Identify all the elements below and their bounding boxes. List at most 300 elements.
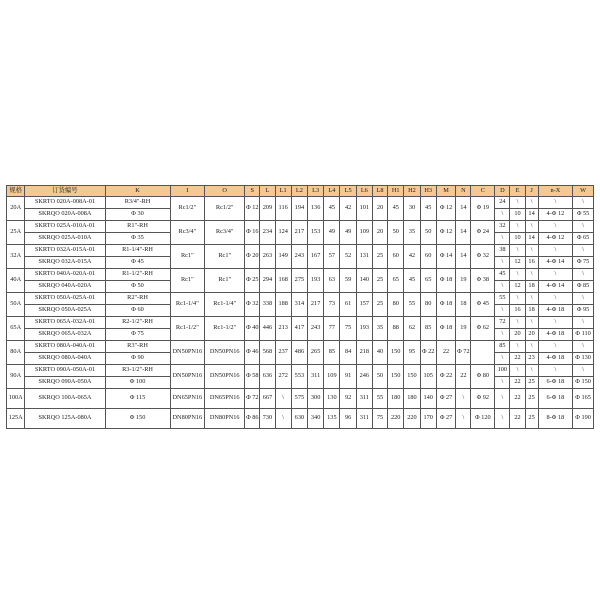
table-cell: 263 (260, 245, 275, 269)
table-cell: Φ 150 (573, 377, 594, 389)
table-cell: 153 (308, 221, 324, 245)
table-cell: R3/4"-RH (105, 197, 170, 209)
table-row (7, 365, 594, 377)
table-cell: Φ 80 (471, 365, 495, 389)
table-cell: 32 (495, 221, 510, 233)
table-cell: 125A (7, 409, 25, 429)
table-cell: Φ 45 (105, 257, 170, 269)
table-cell: 180 (404, 389, 420, 409)
table-cell: 25 (372, 293, 387, 317)
table-cell: \ (495, 409, 510, 429)
table-cell: 4-Φ 18 (538, 329, 573, 341)
table-cell: R2-1/2"-RH (105, 317, 170, 329)
table-cell: Φ 14 (436, 245, 455, 269)
table-cell: SKRQO 080A-040A (25, 353, 105, 365)
table-cell: 667 (260, 389, 275, 409)
table-cell: 6-Φ 18 (538, 377, 573, 389)
table-cell: 19 (456, 269, 471, 293)
table-cell: 55 (372, 389, 387, 409)
table-cell: 63 (324, 269, 340, 293)
table-cell: 20 (372, 221, 387, 245)
table-cell: 140 (420, 389, 436, 409)
table-cell: 12 (510, 257, 525, 269)
table-cell: 340 (308, 409, 324, 429)
table-cell: 446 (260, 317, 275, 341)
table-cell: Φ 86 (245, 409, 260, 429)
table-cell: 62 (404, 317, 420, 341)
table-cell: 42 (340, 197, 356, 221)
table-cell: Rc1" (170, 269, 205, 293)
table-cell: 131 (356, 245, 372, 269)
table-cell: 16 (510, 305, 525, 317)
table-cell: 75 (372, 409, 387, 429)
table-cell: 35 (372, 317, 387, 341)
table-cell: \ (495, 329, 510, 341)
table-cell: 60 (388, 245, 404, 269)
table-cell: 101 (356, 197, 372, 221)
table-cell: R3"-RH (105, 341, 170, 353)
table-cell: 220 (388, 409, 404, 429)
table-cell: Φ 130 (573, 353, 594, 365)
column-header: D (495, 186, 510, 197)
table-row (7, 389, 594, 409)
table-cell: 136 (308, 197, 324, 221)
column-header: L2 (291, 186, 307, 197)
table-cell: \ (510, 293, 525, 305)
table-cell: 150 (388, 365, 404, 389)
table-cell: 568 (260, 341, 275, 365)
table-cell: SKRTO 050A-025A-01 (25, 293, 105, 305)
table-cell: 25A (7, 221, 25, 245)
column-header: 订货编号 (25, 186, 105, 197)
table-cell: 45 (495, 269, 510, 281)
table-cell: Φ 110 (573, 329, 594, 341)
table-cell: 149 (275, 245, 291, 269)
table-cell: 188 (275, 293, 291, 317)
table-cell: 157 (356, 293, 372, 317)
table-cell: 130 (324, 389, 340, 409)
table-cell: 23 (525, 353, 538, 365)
column-header: L8 (372, 186, 387, 197)
table-cell: 275 (291, 269, 307, 293)
table-cell: 22 (510, 353, 525, 365)
table-cell: 25 (525, 389, 538, 409)
table-cell: 60 (420, 245, 436, 269)
table-cell: 61 (340, 293, 356, 317)
column-header: L4 (324, 186, 340, 197)
table-cell: 40 (372, 341, 387, 365)
table-cell: 4-Φ 18 (538, 305, 573, 317)
column-header: C (471, 186, 495, 197)
table-cell: Φ 50 (105, 281, 170, 293)
table-cell: 77 (324, 317, 340, 341)
table-cell: 234 (260, 221, 275, 245)
table-cell: R2"-RH (105, 293, 170, 305)
table-cell: 25 (525, 409, 538, 429)
table-cell: Φ 12 (436, 197, 455, 221)
table-cell: 50A (7, 293, 25, 317)
table-cell: \ (510, 197, 525, 209)
table-cell: \ (525, 197, 538, 209)
table-row (7, 269, 594, 281)
table-cell: 209 (260, 197, 275, 221)
table-cell: 25 (372, 269, 387, 293)
column-header: J (525, 186, 538, 197)
table-cell: \ (456, 389, 471, 409)
table-cell: 32A (7, 245, 25, 269)
table-cell: 40A (7, 269, 25, 293)
column-header: S (245, 186, 260, 197)
table-cell: Φ 27 (436, 409, 455, 429)
table-cell: 91 (340, 365, 356, 389)
table-cell: 575 (291, 389, 307, 409)
table-cell (471, 341, 495, 365)
table-cell: Φ 72 (245, 389, 260, 409)
table-cell: 35 (404, 221, 420, 245)
table-cell: 22 (510, 377, 525, 389)
table-cell: SKRTO 080A-040A-01 (25, 341, 105, 353)
table-cell: 73 (324, 293, 340, 317)
table-cell: DN65PN16 (170, 389, 205, 409)
table-cell: Φ 115 (105, 389, 170, 409)
table-cell: \ (510, 365, 525, 377)
table-cell: Φ 27 (436, 389, 455, 409)
table-cell: DN80PN16 (170, 409, 205, 429)
table-cell: 52 (340, 245, 356, 269)
table-cell: 217 (308, 293, 324, 317)
table-cell: 20A (7, 197, 25, 221)
table-cell: Φ 62 (471, 317, 495, 341)
table-cell: 84 (340, 341, 356, 365)
table-cell: 105 (420, 365, 436, 389)
table-cell: 109 (356, 221, 372, 245)
table-cell: \ (573, 269, 594, 281)
table-cell: 75 (340, 317, 356, 341)
table-cell: 50 (372, 365, 387, 389)
table-cell: 300 (308, 389, 324, 409)
table-cell: 50 (388, 221, 404, 245)
table-cell: 14 (456, 221, 471, 245)
table-cell: \ (510, 269, 525, 281)
table-cell: 6-Φ 18 (538, 389, 573, 409)
table-cell: \ (573, 221, 594, 233)
table-cell: Rc3/4" (205, 221, 245, 245)
table-cell: Φ 20 (245, 245, 260, 269)
column-header: I (170, 186, 205, 197)
table-cell: \ (573, 245, 594, 257)
table-cell: 80 (388, 293, 404, 317)
table-cell: 100 (495, 365, 510, 377)
table-cell: Φ 38 (471, 269, 495, 293)
table-cell: \ (495, 257, 510, 269)
column-header: L1 (275, 186, 291, 197)
table-cell: Rc1/2" (205, 197, 245, 221)
table-cell: \ (510, 245, 525, 257)
table-cell: 22 (456, 365, 471, 389)
table-cell: 55 (404, 293, 420, 317)
table-cell: 90A (7, 365, 25, 389)
table-cell: 10 (510, 209, 525, 221)
table-cell: Rc1" (205, 269, 245, 293)
table-cell: \ (275, 409, 291, 429)
table-cell: Φ 19 (471, 197, 495, 221)
table-cell: 237 (275, 341, 291, 365)
column-header: K (105, 186, 170, 197)
column-header: H1 (388, 186, 404, 197)
table-cell: 220 (404, 409, 420, 429)
table-cell: Rc3/4" (170, 221, 205, 245)
table-row (7, 221, 594, 233)
table-cell: SKRTO 090A-050A-01 (25, 365, 105, 377)
table-cell: 49 (340, 221, 356, 245)
table-cell: \ (525, 341, 538, 353)
table-cell: SKRQO 050A-025A (25, 305, 105, 317)
table-cell: Φ 24 (471, 221, 495, 245)
column-header: L (260, 186, 275, 197)
table-cell: \ (538, 365, 573, 377)
table-cell: Φ 58 (245, 365, 260, 389)
table-cell: 272 (275, 365, 291, 389)
table-cell: \ (495, 377, 510, 389)
table-cell: 213 (275, 317, 291, 341)
table-cell: 24 (495, 197, 510, 209)
table-cell: Φ 165 (573, 389, 594, 409)
table-cell: Φ 120 (471, 409, 495, 429)
table-cell: 22 (510, 389, 525, 409)
table-cell: 30 (404, 197, 420, 221)
table-cell: 38 (495, 245, 510, 257)
table-cell: \ (510, 221, 525, 233)
table-cell: \ (538, 245, 573, 257)
table-cell: \ (495, 233, 510, 245)
table-cell: 65A (7, 317, 25, 341)
table-cell: \ (495, 209, 510, 221)
table-cell: 338 (260, 293, 275, 317)
table-cell: Φ 18 (436, 317, 455, 341)
table-cell: \ (510, 341, 525, 353)
table-cell: 14 (525, 209, 538, 221)
table-cell: Rc1/2" (170, 197, 205, 221)
table-cell: 417 (291, 317, 307, 341)
table-cell: \ (495, 389, 510, 409)
table-cell: 553 (291, 365, 307, 389)
table-cell: Φ 90 (105, 353, 170, 365)
table-cell: 22 (436, 341, 455, 365)
table-cell: R3-1/2"-RH (105, 365, 170, 377)
table-cell: Φ 150 (105, 409, 170, 429)
table-cell: \ (525, 221, 538, 233)
table-cell: 25 (372, 245, 387, 269)
table-cell: \ (525, 269, 538, 281)
table-cell: 45 (324, 197, 340, 221)
spec-table (6, 185, 594, 429)
table-cell: 14 (456, 245, 471, 269)
table-cell: Φ 12 (245, 197, 260, 221)
table-cell: Φ 12 (436, 221, 455, 245)
table-cell: Φ 190 (573, 409, 594, 429)
table-cell: 150 (388, 341, 404, 365)
table-cell: \ (495, 305, 510, 317)
column-header: M (436, 186, 455, 197)
table-cell: 4-Φ 12 (538, 233, 573, 245)
table-cell: 85 (324, 341, 340, 365)
table-cell: 243 (308, 317, 324, 341)
table-cell: 168 (275, 269, 291, 293)
table-cell: Φ 46 (245, 341, 260, 365)
column-header: L3 (308, 186, 324, 197)
table-cell: \ (573, 365, 594, 377)
table-cell: 4-Φ 14 (538, 281, 573, 293)
table-cell: 20 (372, 197, 387, 221)
table-cell: 8-Φ 18 (538, 409, 573, 429)
table-cell: Φ 92 (471, 389, 495, 409)
table-cell: Φ 18 (436, 269, 455, 293)
table-cell: 4-Φ 14 (538, 257, 573, 269)
table-cell: 135 (324, 409, 340, 429)
column-header: 规格 (7, 186, 25, 197)
table-cell: \ (538, 221, 573, 233)
table-cell: 22 (510, 409, 525, 429)
table-cell: \ (573, 293, 594, 305)
table-cell: 630 (291, 409, 307, 429)
column-header: N (456, 186, 471, 197)
table-cell: Φ 35 (105, 233, 170, 245)
table-cell: 45 (388, 197, 404, 221)
table-cell: \ (525, 365, 538, 377)
header-row (7, 186, 594, 197)
table-cell: 140 (356, 269, 372, 293)
table-cell: 18 (525, 305, 538, 317)
table-cell: 65 (420, 269, 436, 293)
table-cell: 72 (495, 317, 510, 329)
table-cell: Φ 45 (471, 293, 495, 317)
table-cell: 14 (456, 197, 471, 221)
table-cell: 19 (456, 317, 471, 341)
table-cell: DN50PN16 (205, 365, 245, 389)
table-cell: DN80PN16 (205, 409, 245, 429)
table-cell: 218 (356, 341, 372, 365)
table-cell: 167 (308, 245, 324, 269)
table-cell: 4-Φ 18 (538, 353, 573, 365)
table-cell: R1-1/2"-RH (105, 269, 170, 281)
table-cell: 265 (308, 341, 324, 365)
table-cell: Rc1-1/2" (205, 317, 245, 341)
table-cell: \ (495, 353, 510, 365)
table-cell: Φ 22 (436, 365, 455, 389)
table-cell: SKRQO 090A-050A (25, 377, 105, 389)
table-cell: 45 (420, 197, 436, 221)
table-cell: Φ 16 (245, 221, 260, 245)
table-cell: 18 (456, 293, 471, 317)
table-cell: Φ 60 (105, 305, 170, 317)
column-header: n-X (538, 186, 573, 197)
table-cell: 50 (420, 221, 436, 245)
table-cell: DN50PN16 (170, 341, 205, 365)
column-header: L5 (340, 186, 356, 197)
table-cell: 57 (324, 245, 340, 269)
table-cell: Rc1-1/4" (170, 293, 205, 317)
table-cell: 124 (275, 221, 291, 245)
table-cell: \ (495, 281, 510, 293)
table-cell: 193 (356, 317, 372, 341)
table-cell: \ (525, 245, 538, 257)
table-row (7, 293, 594, 305)
table-cell: 311 (308, 365, 324, 389)
table-cell: Rc1" (205, 245, 245, 269)
table-cell: 49 (324, 221, 340, 245)
column-header: W (573, 186, 594, 197)
table-cell: Rc1-1/4" (205, 293, 245, 317)
table-cell: 18 (525, 281, 538, 293)
table-cell: Φ 32 (245, 293, 260, 317)
table-cell: 486 (291, 341, 307, 365)
table-cell: 92 (340, 389, 356, 409)
table-cell: 109 (324, 365, 340, 389)
table-cell: SKRQO 032A-015A (25, 257, 105, 269)
column-header: H3 (420, 186, 436, 197)
table-cell: Φ 85 (573, 281, 594, 293)
table-cell: \ (538, 293, 573, 305)
table-cell: Φ 65 (573, 233, 594, 245)
table-cell: Φ 18 (436, 293, 455, 317)
table-cell: 116 (275, 197, 291, 221)
column-header: L6 (356, 186, 372, 197)
table-cell: DN50PN16 (170, 365, 205, 389)
table-cell: 45 (404, 269, 420, 293)
table-cell: Φ 95 (573, 305, 594, 317)
column-header: O (205, 186, 245, 197)
table-cell: 4-Φ 12 (538, 209, 573, 221)
table-cell: 311 (356, 389, 372, 409)
table-cell: \ (538, 317, 573, 329)
table-cell: \ (573, 197, 594, 209)
table-cell: 85 (495, 341, 510, 353)
table-cell: \ (538, 341, 573, 353)
table-cell: SKRTO 040A-020A-01 (25, 269, 105, 281)
table-cell: Φ 25 (245, 269, 260, 293)
table-cell: Φ 40 (245, 317, 260, 341)
table-row (7, 317, 594, 329)
table-cell: Rc1" (170, 245, 205, 269)
table-cell: SKRTO 025A-010A-01 (25, 221, 105, 233)
table-cell: 16 (525, 257, 538, 269)
table-cell: \ (525, 317, 538, 329)
table-cell: \ (525, 293, 538, 305)
table-cell: 80A (7, 341, 25, 365)
table-cell: SKRTO 032A-015A-01 (25, 245, 105, 257)
table-cell: \ (275, 389, 291, 409)
table-cell: 12 (510, 281, 525, 293)
column-header: H2 (404, 186, 420, 197)
table-cell: 294 (260, 269, 275, 293)
table-cell: 311 (356, 409, 372, 429)
table-cell: R1-1/4"-RH (105, 245, 170, 257)
table-cell: 14 (525, 233, 538, 245)
table-cell: Φ 75 (105, 329, 170, 341)
table-cell: 246 (356, 365, 372, 389)
table-cell: \ (573, 317, 594, 329)
table-cell: 42 (404, 245, 420, 269)
table-cell: 180 (388, 389, 404, 409)
table-cell: 88 (388, 317, 404, 341)
table-cell: SKRQO 025A-010A (25, 233, 105, 245)
table-cell: \ (538, 269, 573, 281)
table-cell: 636 (260, 365, 275, 389)
table-cell: 85 (420, 317, 436, 341)
table-cell: SKRQO 065A-032A (25, 329, 105, 341)
table-cell: 65 (388, 269, 404, 293)
table-cell: 194 (291, 197, 307, 221)
